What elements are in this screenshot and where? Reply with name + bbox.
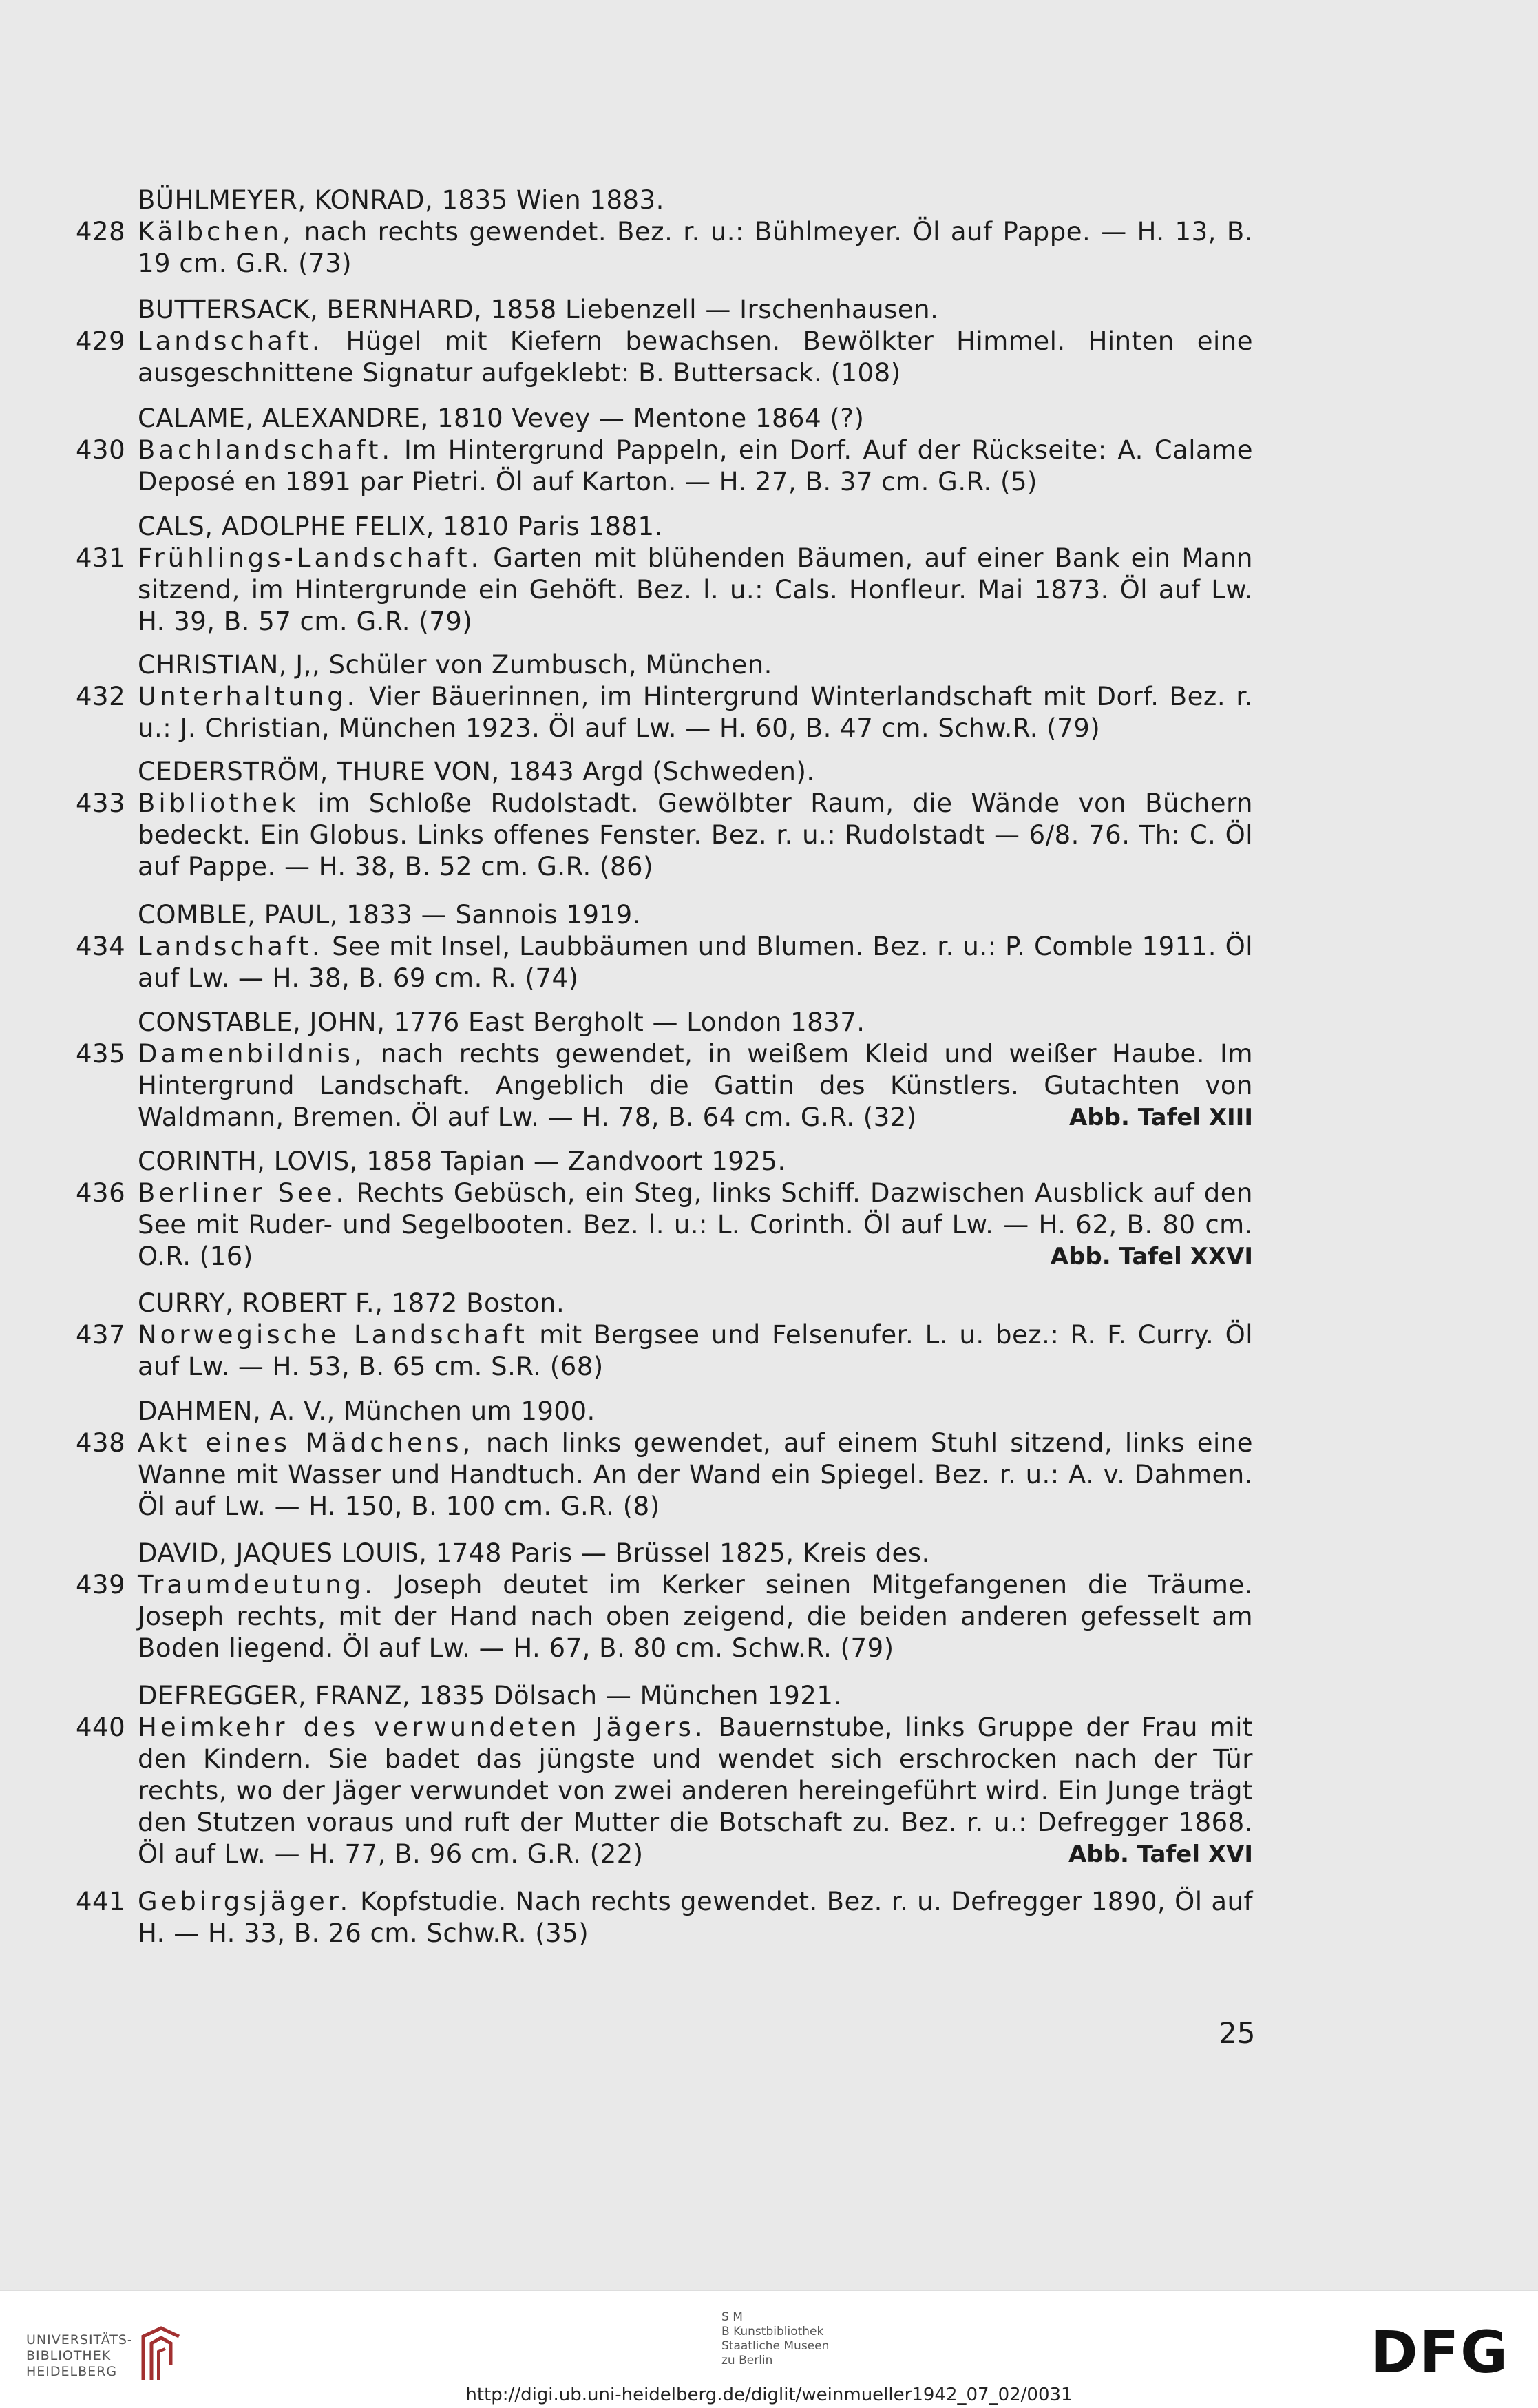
- artist-heading: DAVID, JAQUES LOUIS, 1748 Paris — Brüssel 1825, Kreis des.: [138, 1538, 930, 1568]
- entry-title: Norwegische Landschaft: [138, 1320, 528, 1350]
- entry-number: 440: [76, 1713, 126, 1742]
- plate-reference: Abb. Tafel XXVI: [1050, 1243, 1253, 1270]
- artist-heading: CEDERSTRÖM, THURE VON, 1843 Argd (Schweden).: [138, 757, 815, 786]
- entry-text: nach links gewendet, auf einem Stuhl sitzend, links eine Wanne mit Wasser und Handtuch. An der Wand ein Spiegel. Bez. r. u.: A. v. Dahmen. Öl auf Lw. — H. 150, B. 100 cm. G.R. (8): [138, 1428, 1254, 1521]
- museum-credit-line: B Kunstbibliothek: [721, 2325, 824, 2338]
- page-number: 25: [1219, 2016, 1256, 2050]
- artist-heading: CONSTABLE, JOHN, 1776 East Bergholt — London 1837.: [138, 1007, 865, 1037]
- entry-title: Bibliothek: [138, 788, 299, 818]
- entry-number: 429: [76, 326, 126, 356]
- entry-number: 437: [76, 1320, 126, 1350]
- entry-text: im Schloße Rudolstadt. Gewölbter Raum, die Wände von Büchern bedeckt. Ein Globus. Links offenes Fenster. Bez. r. u.: Rudolstadt — 6/8. 76. Th: C. Öl auf Pappe. — H. 38, B. 52 cm. G.R. (86): [138, 788, 1253, 881]
- entry-body: [138, 681, 1253, 744]
- entry-title: Heimkehr des verwundeten Jägers.: [138, 1713, 706, 1742]
- uni-logo-line: HEIDELBERG: [26, 2364, 118, 2379]
- entry-title: Kälbchen,: [138, 217, 294, 247]
- entry-body: [138, 1319, 1253, 1383]
- entry-text: Garten mit blühenden Bäumen, auf einer Bank ein Mann sitzend, im Hintergrunde ein Gehöft. Bez. l. u.: Cals. Honfleur. Mai 1873. Öl auf Lw. H. 39, B. 57 cm. G.R. (79): [138, 543, 1253, 636]
- entry-title: Frühlings-Landschaft.: [138, 543, 483, 573]
- entry-title: Landschaft.: [138, 932, 324, 961]
- entry-number: 435: [76, 1039, 126, 1069]
- entry-body: [138, 931, 1253, 994]
- entry-number: 438: [76, 1428, 126, 1458]
- artist-heading: BÜHLMEYER, KONRAD, 1835 Wien 1883.: [138, 185, 664, 215]
- entry-title: Damenbildnis,: [138, 1039, 366, 1069]
- entry-body: [138, 216, 1253, 280]
- artist-heading: CALS, ADOLPHE FELIX, 1810 Paris 1881.: [138, 512, 663, 541]
- entry-title: Traumdeutung.: [138, 1570, 376, 1600]
- artist-heading: CALAME, ALEXANDRE, 1810 Vevey — Mentone 1864 (?): [138, 404, 865, 433]
- entry-text: See mit Insel, Laubbäumen und Blumen. Bez. r. u.: P. Comble 1911. Öl auf Lw. — H. 38, B. 69 cm. R. (74): [138, 932, 1253, 993]
- entry-number: 428: [76, 217, 126, 247]
- entry-text: nach rechts gewendet. Bez. r. u.: Bühlmeyer. Öl auf Pappe. — H. 13, B. 19 cm. G.R. (73): [138, 217, 1253, 278]
- entry-text: Bauernstube, links Gruppe der Frau mit den Kindern. Sie badet das jüngste und wendet sich erschrocken nach der Tür rechts, wo der Jäger verwundet von zwei anderen hereingeführt wird. Ein Junge trägt den Stutzen voraus und ruft der Mutter die Botschaft zu. Bez. r. u.: Defregger 1868. Öl auf Lw. — H. 77, B. 96 cm. G.R. (22): [138, 1713, 1253, 1869]
- entry-body: [138, 543, 1253, 638]
- entry-text: mit Bergsee und Felsenufer. L. u. bez.: R. F. Curry. Öl auf Lw. — H. 53, B. 65 cm. S.R. (68): [138, 1320, 1253, 1381]
- entry-body: [138, 1427, 1253, 1522]
- uni-logo-line: UNIVERSITÄTS-: [26, 2332, 133, 2347]
- entry-body: [138, 435, 1253, 498]
- artist-heading: BUTTERSACK, BERNHARD, 1858 Liebenzell — Irschenhausen.: [138, 295, 939, 324]
- university-emblem-icon: [138, 2324, 185, 2386]
- entry-number: 434: [76, 932, 126, 961]
- artist-heading: CURRY, ROBERT F., 1872 Boston.: [138, 1288, 565, 1318]
- artist-heading: COMBLE, PAUL, 1833 — Sannois 1919.: [138, 900, 641, 930]
- entry-body: [138, 788, 1253, 883]
- entry-number: 431: [76, 543, 126, 573]
- entry-title: Unterhaltung.: [138, 682, 359, 711]
- entry-body: [138, 326, 1253, 389]
- entry-text: nach rechts gewendet, in weißem Kleid und weißer Haube. Im Hintergrund Landschaft. Angeblich die Gattin des Künstlers. Gutachten von Waldmann, Bremen. Öl auf Lw. — H. 78, B. 64 cm. G.R. (32): [138, 1039, 1253, 1132]
- entry-number: 432: [76, 682, 126, 711]
- entry-number: 441: [76, 1887, 126, 1916]
- entry-text: Rechts Gebüsch, ein Steg, links Schiff. Dazwischen Ausblick auf den See mit Ruder- und Segelbooten. Bez. l. u.: L. Corinth. Öl auf Lw. — H. 62, B. 80 cm. O.R. (16): [138, 1178, 1253, 1271]
- entry-body: [138, 1569, 1253, 1664]
- footer-bar: [0, 2290, 1538, 2408]
- entry-number: 439: [76, 1570, 126, 1600]
- university-library-logo[interactable]: [26, 2332, 133, 2380]
- entry-number: 433: [76, 788, 126, 818]
- entry-number: 436: [76, 1178, 126, 1208]
- entry-body: [138, 1886, 1253, 1949]
- artist-heading: CHRISTIAN, J,, Schüler von Zumbusch, München.: [138, 650, 772, 680]
- entry-title: Bachlandschaft.: [138, 435, 394, 465]
- museum-credit-line: Staatliche Museen: [721, 2339, 830, 2353]
- uni-logo-line: BIBLIOTHEK: [26, 2348, 112, 2363]
- artist-heading: DEFREGGER, FRANZ, 1835 Dölsach — München 1921.: [138, 1681, 842, 1710]
- entry-title: Akt eines Mädchens,: [138, 1428, 474, 1458]
- entry-title: Gebirgsjäger.: [138, 1887, 352, 1916]
- museum-credit-line: S M: [721, 2310, 743, 2324]
- entry-text: Joseph deutet im Kerker seinen Mitgefangenen die Träume. Joseph rechts, mit der Hand nach oben zeigend, die beiden anderen gefesselt am Boden liegend. Öl auf Lw. — H. 67, B. 80 cm. Schw.R. (79): [138, 1570, 1253, 1663]
- entry-text: Im Hintergrund Pappeln, ein Dorf. Auf der Rückseite: A. Calame Deposé en 1891 par Pietri. Öl auf Karton. — H. 27, B. 37 cm. G.R. (5): [138, 435, 1253, 496]
- artist-heading: DAHMEN, A. V., München um 1900.: [138, 1396, 596, 1426]
- dfg-logo[interactable]: DFG: [1370, 2318, 1510, 2386]
- source-url-link[interactable]: http://digi.ub.uni-heidelberg.de/diglit/weinmueller1942_07_02/0031: [465, 2385, 1073, 2405]
- entry-text: Hügel mit Kiefern bewachsen. Bewölkter Himmel. Hinten eine ausgeschnittene Signatur aufgeklebt: B. Buttersack. (108): [138, 326, 1253, 388]
- artist-heading: CORINTH, LOVIS, 1858 Tapian — Zandvoort 1925.: [138, 1147, 786, 1176]
- museum-credit: [721, 2310, 829, 2368]
- entry-text: Kopfstudie. Nach rechts gewendet. Bez. r. u. Defregger 1890, Öl auf H. — H. 33, B. 26 cm. Schw.R. (35): [138, 1887, 1253, 1948]
- plate-reference: Abb. Tafel XVI: [1068, 1841, 1253, 1868]
- entry-text: Vier Bäuerinnen, im Hintergrund Winterlandschaft mit Dorf. Bez. r. u.: J. Christian, München 1923. Öl auf Lw. — H. 60, B. 47 cm. Schw.R. (79): [138, 682, 1253, 743]
- entry-title: Landschaft.: [138, 326, 324, 356]
- entry-title: Berliner See.: [138, 1178, 348, 1208]
- museum-credit-line: zu Berlin: [721, 2354, 773, 2367]
- entry-number: 430: [76, 435, 126, 465]
- plate-reference: Abb. Tafel XIII: [1068, 1104, 1253, 1131]
